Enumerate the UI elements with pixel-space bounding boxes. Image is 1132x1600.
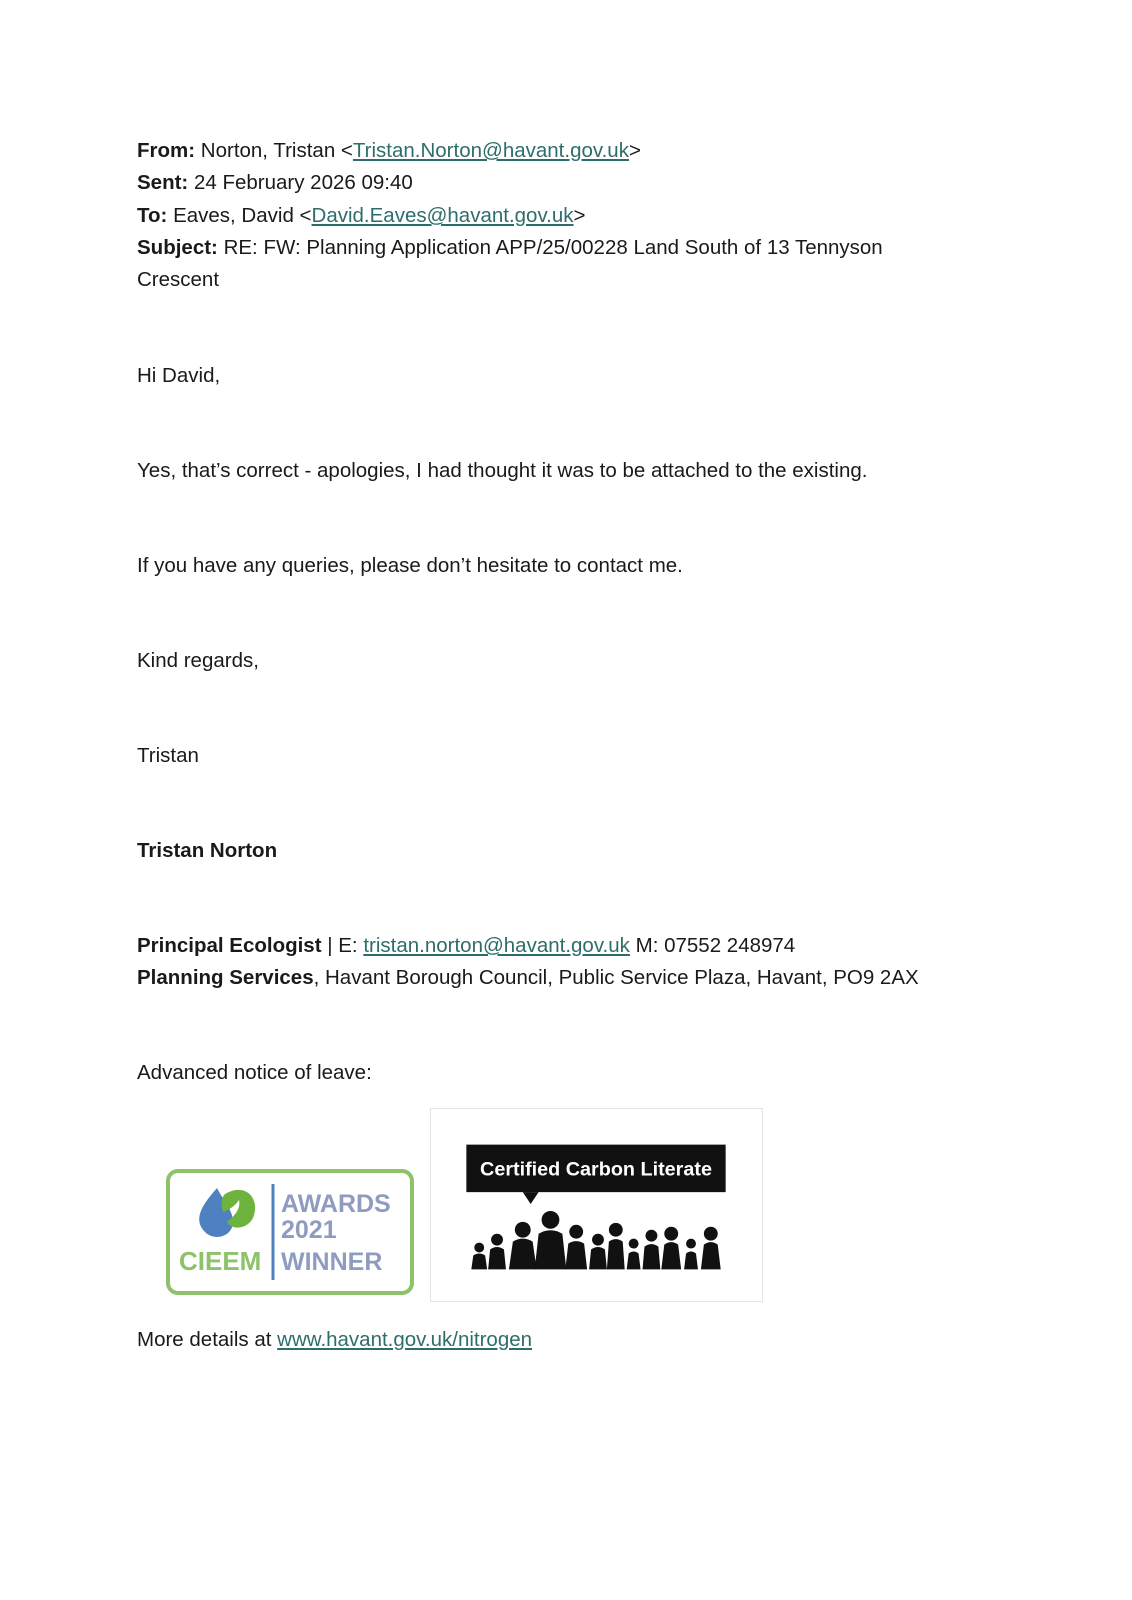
from-name: Norton, Tristan < (200, 139, 353, 162)
signature-role: Principal Ecologist (137, 934, 322, 957)
sender-first-name: Tristan (137, 744, 199, 767)
signature-email-link[interactable]: tristan.norton@havant.gov.uk (363, 934, 630, 957)
cieem-year-text: 2021 (281, 1216, 337, 1244)
signature-address-line (137, 965, 919, 991)
signature-department: Planning Services (137, 966, 314, 989)
nitrogen-link[interactable]: www.havant.gov.uk/nitrogen (277, 1328, 533, 1351)
subject-continuation (137, 267, 219, 293)
cieem-winner-text: WINNER (281, 1248, 383, 1276)
cieem-org-text: CIEEM (179, 1246, 262, 1276)
cieem-awards-badge (165, 1168, 415, 1296)
to-label: To: (137, 204, 168, 227)
to-name: Eaves, David < (173, 204, 312, 227)
carbon-literate-badge (430, 1108, 763, 1302)
subject-text-line1: RE: FW: Planning Application APP/25/00228 Land South of 13 Tennyson (223, 236, 883, 259)
signature-address: , Havant Borough Council, Public Service Plaza, Havant, PO9 2AX (313, 966, 919, 989)
to-close: > (573, 204, 586, 227)
subject-line (137, 235, 883, 261)
more-details-prefix: More details at (137, 1328, 278, 1351)
from-line (137, 138, 641, 164)
subject-text-line2: Crescent (137, 268, 220, 291)
cieem-awards-text: AWARDS (281, 1190, 391, 1218)
speech-pointer-icon (523, 1192, 539, 1204)
signature-mobile: M: 07552 248974 (629, 934, 796, 957)
signature-role-line (137, 933, 795, 959)
body-paragraph-1: Yes, that’s correct - apologies, I had thought it was to be attached to the existing. (137, 459, 868, 482)
carbon-literate-title: Certified Carbon Literate (480, 1158, 712, 1181)
greeting: Hi David, (137, 364, 221, 387)
to-email-link[interactable]: David.Eaves@havant.gov.uk (311, 204, 574, 227)
signature-name: Tristan Norton (137, 839, 278, 862)
from-close: > (628, 139, 641, 162)
signature-email-prefix: | E: (321, 934, 364, 957)
sent-label: Sent: (137, 171, 189, 194)
sent-line (137, 170, 413, 196)
sent-value: 24 February 2026 09:40 (193, 171, 413, 194)
sign-off: Kind regards, (137, 649, 259, 672)
from-label: From: (137, 139, 196, 162)
more-details-line (137, 1327, 532, 1353)
leave-notice: Advanced notice of leave: (137, 1061, 372, 1084)
subject-label: Subject: (137, 236, 218, 259)
from-email-link[interactable]: Tristan.Norton@havant.gov.uk (352, 139, 629, 162)
to-line (137, 203, 586, 229)
body-paragraph-2: If you have any queries, please don’t hesitate to contact me. (137, 554, 683, 577)
people-group-icon (471, 1211, 720, 1269)
